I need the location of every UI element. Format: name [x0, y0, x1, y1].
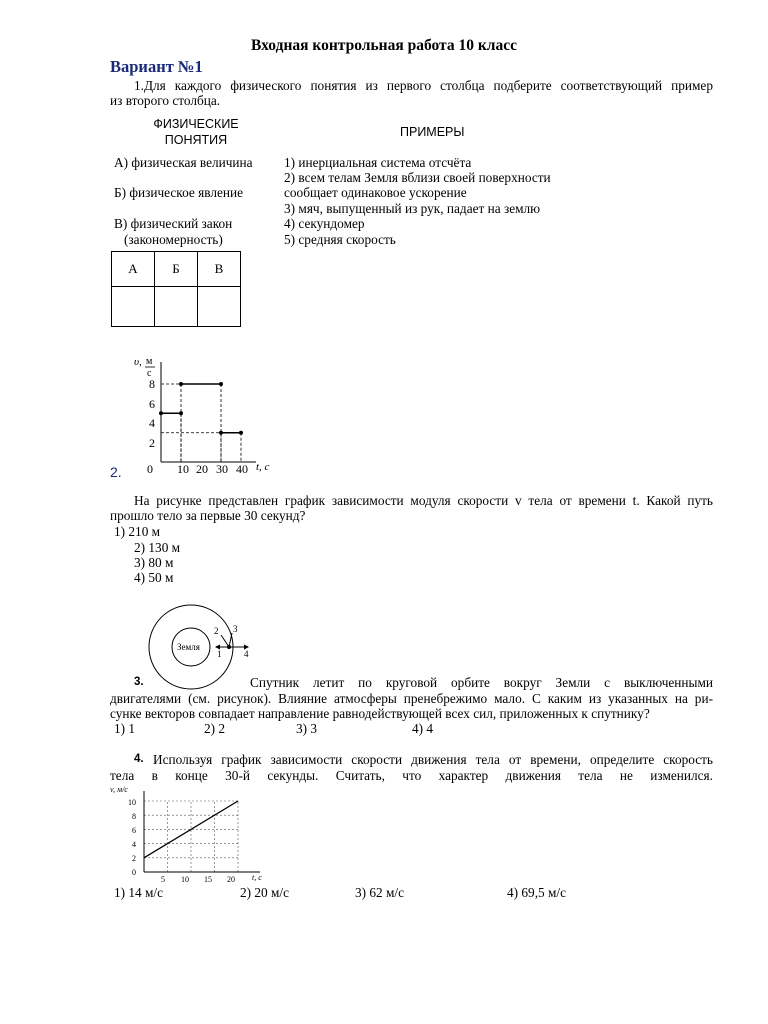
q3-orbit-figure — [145, 602, 265, 692]
vector-label-1: 1 — [217, 649, 222, 659]
page-title: Входная контрольная работа 10 класс — [251, 37, 517, 54]
q1-col2-header: ПРИМЕРЫ — [400, 125, 465, 139]
earth-label: Земля — [177, 642, 200, 652]
q4-option-1[interactable]: 1) 14 м/с — [114, 885, 164, 900]
vector-label-4: 4 — [244, 649, 249, 659]
q2-point-3-start — [219, 431, 223, 435]
q4-x-label: t, с — [252, 873, 262, 882]
q1-prompt-line2: из второго столбца. — [110, 93, 221, 108]
q4-y-tick-0: 0 — [132, 868, 136, 877]
q2-point-1-start — [159, 411, 163, 415]
q2-x-label: t, с — [256, 461, 270, 473]
q2-point-2-start — [179, 382, 183, 386]
q2-point-3-end — [239, 431, 243, 435]
q2-option-3[interactable]: 3) 80 м — [134, 555, 174, 570]
q2-y-label-v: υ, — [134, 356, 142, 368]
q4-velocity-line — [144, 801, 238, 858]
q4-x-tick-20: 20 — [227, 875, 235, 884]
q4-y-tick-2: 2 — [132, 854, 136, 863]
answer-table — [111, 251, 241, 327]
q1-prompt-line1: 1.Для каждого физического понятия из первого столбца подберите соответствующий пример — [134, 78, 713, 93]
concept-b: Б) физическое явление — [114, 185, 244, 200]
q3-option-4[interactable]: 4) 4 — [412, 721, 434, 736]
vector-2-arrow — [221, 635, 229, 647]
q4-plot-area — [144, 791, 260, 872]
vector-3-arrow — [229, 633, 232, 647]
q3-text-line3: сунке векторов совпадает направление равнодействующей всех сил, приложенных к спутнику? — [110, 706, 650, 721]
answer-cell-a[interactable] — [112, 287, 155, 327]
q2-x-tick-10: 10 — [177, 462, 189, 476]
q2-text-line1: На рисунке представлен график зависимости модуля скорости v тела от времени t. Какой путь — [134, 493, 713, 508]
q2-y-label-unit-top: м — [146, 356, 153, 367]
q4-y-tick-4: 4 — [132, 840, 136, 849]
q4-number: 4. — [134, 753, 144, 765]
q2-y-tick-2: 2 — [149, 436, 155, 450]
vector-label-2: 2 — [214, 626, 219, 636]
answer-header-c: В — [198, 252, 241, 287]
q1-col1-header-line2: ПОНЯТИЯ — [164, 132, 228, 147]
q3-option-3[interactable]: 3) 3 — [296, 721, 318, 736]
q1-col1-header-line1: ФИЗИЧЕСКИЕ — [153, 117, 239, 131]
example-5: 5) средняя скорость — [284, 232, 396, 247]
q4-option-2[interactable]: 2) 20 м/с — [240, 885, 290, 900]
answer-cell-b[interactable] — [155, 287, 198, 327]
q2-x-tick-20: 20 — [196, 462, 208, 476]
q3-text-line2: двигателями (см. рисунок). Влияние атмосферы пренебрежимо мало. С каким из указанных на ри- — [110, 691, 713, 706]
q2-x-tick-0: 0 — [147, 462, 153, 476]
q2-point-2-end — [219, 382, 223, 386]
q3-option-2[interactable]: 2) 2 — [204, 721, 226, 736]
q4-x-tick-15: 15 — [204, 875, 212, 884]
variant-heading: Вариант №1 — [110, 57, 203, 76]
example-3: 3) мяч, выпущенный из рук, падает на землю — [284, 201, 541, 216]
q4-y-label: v, м/с — [110, 785, 128, 794]
q4-text-line2: тела в конце 30-й секунды. Считать, что характер движения тела не изменился. — [110, 768, 713, 783]
example-1: 1) инерциальная система отсчёта — [284, 155, 472, 170]
q2-y-tick-8: 8 — [149, 377, 155, 391]
q1-col1-header — [120, 117, 272, 148]
q2-y-tick-4: 4 — [149, 416, 155, 430]
q3-option-1[interactable]: 1) 1 — [114, 721, 136, 736]
q4-text-line1: Используя график зависимости скорости движения тела от времени, определите скорость — [153, 752, 713, 767]
q2-option-4[interactable]: 4) 50 м — [134, 570, 174, 585]
example-2-cont: сообщает одинаковое ускорение — [284, 185, 467, 200]
q2-x-tick-30: 30 — [216, 462, 228, 476]
q2-number: 2. — [110, 464, 122, 480]
example-4: 4) секундомер — [284, 216, 365, 231]
q2-text-line2: прошло тело за первые 30 секунд? — [110, 508, 306, 523]
example-2: 2) всем телам Земля вблизи своей поверхности — [284, 170, 551, 185]
q4-x-tick-10: 10 — [181, 875, 189, 884]
q3-text-line1: Спутник летит по круговой орбите вокруг Земли с выключенными — [250, 675, 713, 690]
q4-y-tick-10: 10 — [128, 798, 136, 807]
q4-option-3[interactable]: 3) 62 м/с — [355, 885, 405, 900]
q4-y-tick-8: 8 — [132, 812, 136, 821]
vector-label-3: 3 — [233, 624, 238, 634]
q2-velocity-graph — [128, 352, 288, 477]
q2-option-2[interactable]: 2) 130 м — [134, 540, 181, 555]
q4-y-tick-6: 6 — [132, 826, 136, 835]
q2-option-1[interactable]: 1) 210 м — [114, 524, 161, 539]
q2-x-tick-40: 40 — [236, 462, 248, 476]
q4-option-4[interactable]: 4) 69,5 м/с — [507, 885, 567, 900]
q3-number: 3. — [134, 676, 144, 688]
answer-cell-c[interactable] — [198, 287, 241, 327]
concept-a: А) физическая величина — [114, 155, 253, 170]
q2-y-label-unit-bottom: с — [147, 368, 152, 379]
q2-plot-area — [159, 362, 256, 462]
concept-c-sub: (закономерность) — [124, 232, 223, 247]
q4-x-tick-5: 5 — [161, 875, 165, 884]
q4-velocity-graph — [108, 783, 278, 886]
q2-y-tick-6: 6 — [149, 397, 155, 411]
answer-header-a: А — [112, 252, 155, 287]
concept-c: В) физический закон — [114, 216, 233, 231]
answer-header-b: Б — [155, 252, 198, 287]
